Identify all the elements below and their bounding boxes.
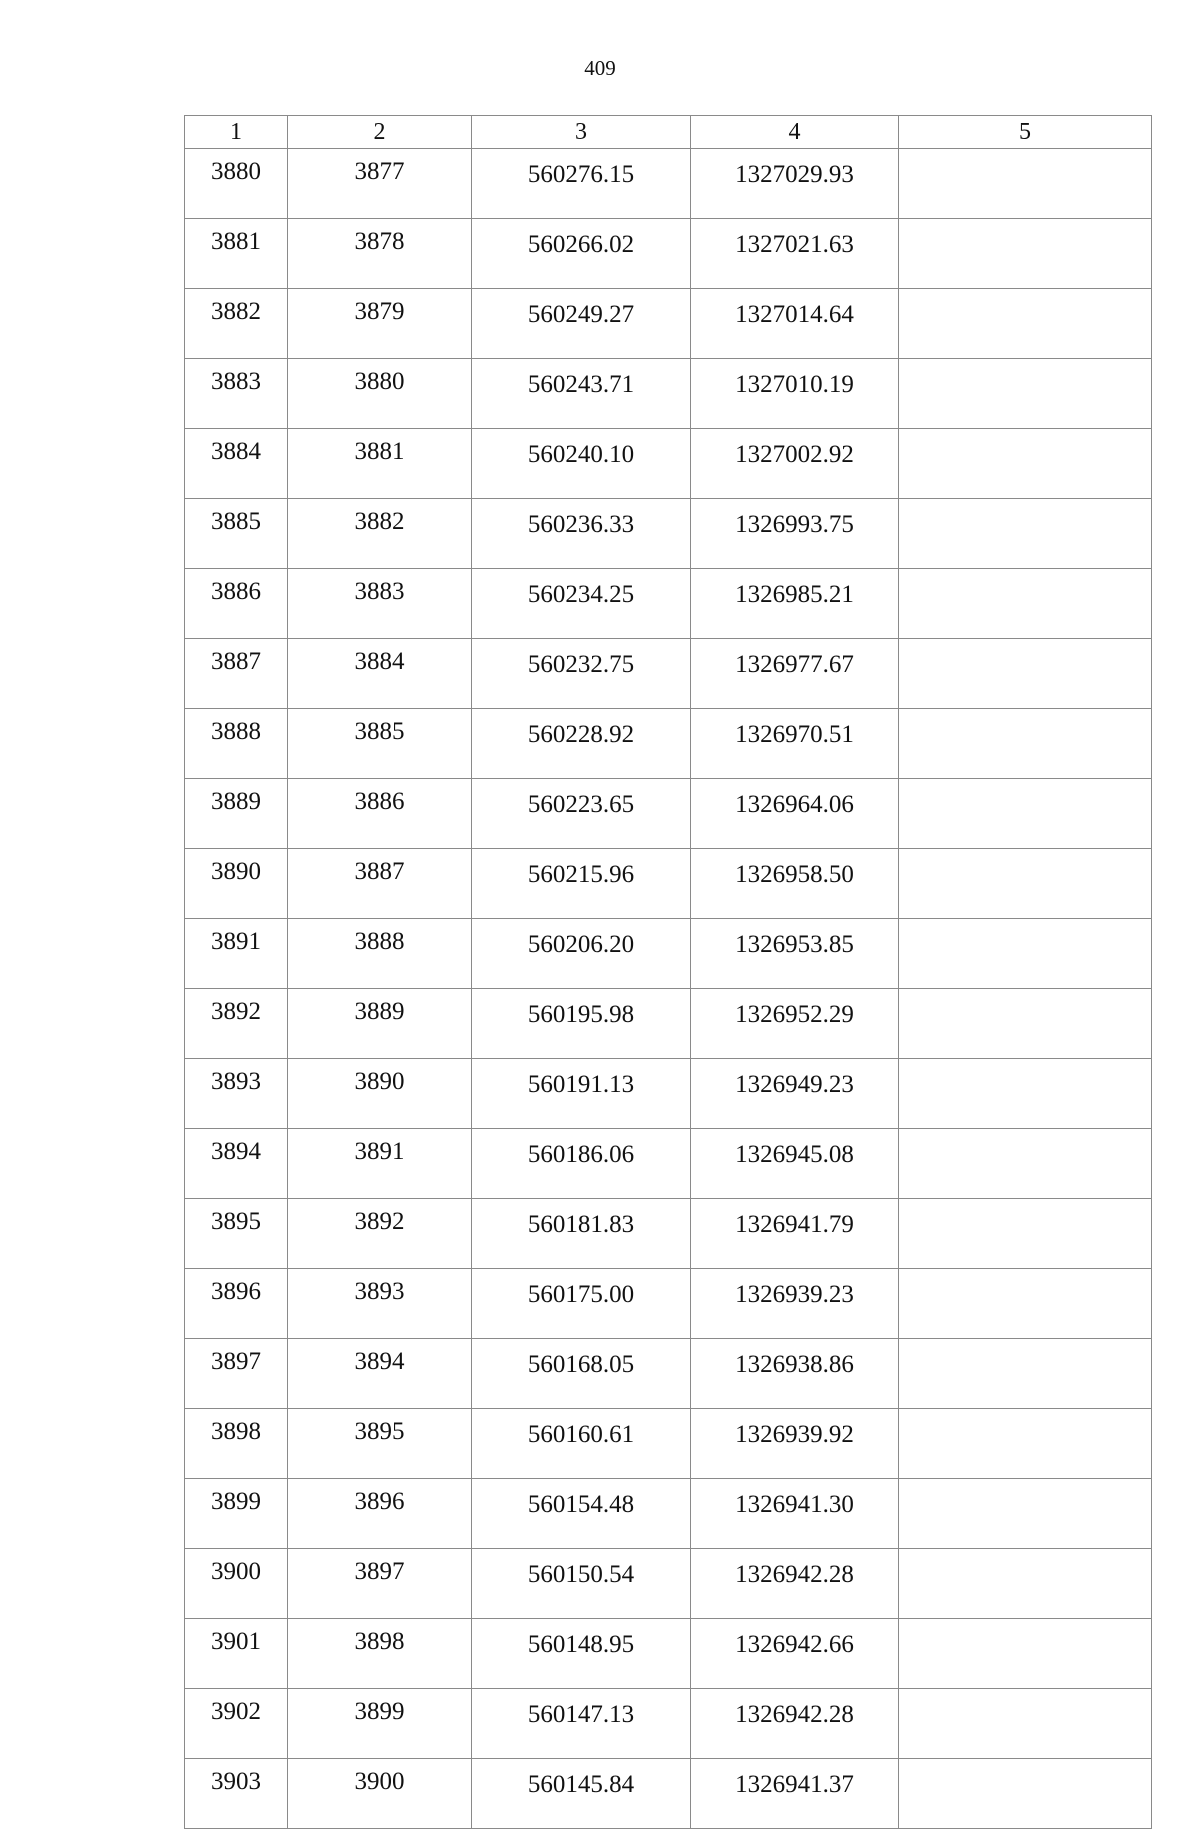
note-cell [899, 289, 1152, 359]
y-coordinate-cell: 1326939.92 [691, 1409, 899, 1479]
y-coordinate-cell: 1327010.19 [691, 359, 899, 429]
table-row [185, 1549, 1152, 1619]
prev-point-cell: 3885 [288, 709, 472, 779]
x-coordinate-cell: 560145.84 [472, 1759, 691, 1829]
prev-point-cell: 3896 [288, 1479, 472, 1549]
x-coordinate-cell: 560240.10 [472, 429, 691, 499]
x-coordinate-cell: 560154.48 [472, 1479, 691, 1549]
table-row [185, 359, 1152, 429]
prev-point-cell: 3882 [288, 499, 472, 569]
column-header: 1 [185, 116, 288, 149]
note-cell [899, 1479, 1152, 1549]
prev-point-cell: 3898 [288, 1619, 472, 1689]
note-cell [899, 1549, 1152, 1619]
y-coordinate-cell: 1326953.85 [691, 919, 899, 989]
point-number-cell: 3885 [185, 499, 288, 569]
prev-point-cell: 3880 [288, 359, 472, 429]
x-coordinate-cell: 560276.15 [472, 149, 691, 219]
table-row [185, 1339, 1152, 1409]
point-number-cell: 3899 [185, 1479, 288, 1549]
x-coordinate-cell: 560168.05 [472, 1339, 691, 1409]
point-number-cell: 3895 [185, 1199, 288, 1269]
y-coordinate-cell: 1326942.66 [691, 1619, 899, 1689]
y-coordinate-cell: 1326977.67 [691, 639, 899, 709]
y-coordinate-cell: 1326941.37 [691, 1759, 899, 1829]
x-coordinate-cell: 560228.92 [472, 709, 691, 779]
x-coordinate-cell: 560160.61 [472, 1409, 691, 1479]
note-cell [899, 429, 1152, 499]
prev-point-cell: 3878 [288, 219, 472, 289]
y-coordinate-cell: 1326942.28 [691, 1689, 899, 1759]
prev-point-cell: 3900 [288, 1759, 472, 1829]
prev-point-cell: 3887 [288, 849, 472, 919]
note-cell [899, 639, 1152, 709]
x-coordinate-cell: 560181.83 [472, 1199, 691, 1269]
y-coordinate-cell: 1327021.63 [691, 219, 899, 289]
table-row [185, 919, 1152, 989]
x-coordinate-cell: 560266.02 [472, 219, 691, 289]
y-coordinate-cell: 1326941.79 [691, 1199, 899, 1269]
coordinates-table [184, 115, 1152, 1829]
table-row [185, 569, 1152, 639]
note-cell [899, 1619, 1152, 1689]
point-number-cell: 3897 [185, 1339, 288, 1409]
table-row [185, 149, 1152, 219]
point-number-cell: 3902 [185, 1689, 288, 1759]
x-coordinate-cell: 560175.00 [472, 1269, 691, 1339]
table-row [185, 639, 1152, 709]
note-cell [899, 219, 1152, 289]
prev-point-cell: 3893 [288, 1269, 472, 1339]
point-number-cell: 3880 [185, 149, 288, 219]
y-coordinate-cell: 1326941.30 [691, 1479, 899, 1549]
prev-point-cell: 3881 [288, 429, 472, 499]
point-number-cell: 3882 [185, 289, 288, 359]
note-cell [899, 1199, 1152, 1269]
table-row [185, 1409, 1152, 1479]
table-row [185, 289, 1152, 359]
point-number-cell: 3888 [185, 709, 288, 779]
x-coordinate-cell: 560223.65 [472, 779, 691, 849]
prev-point-cell: 3877 [288, 149, 472, 219]
prev-point-cell: 3899 [288, 1689, 472, 1759]
prev-point-cell: 3889 [288, 989, 472, 1059]
point-number-cell: 3900 [185, 1549, 288, 1619]
y-coordinate-cell: 1326985.21 [691, 569, 899, 639]
prev-point-cell: 3892 [288, 1199, 472, 1269]
prev-point-cell: 3894 [288, 1339, 472, 1409]
table-row [185, 779, 1152, 849]
table-row [185, 1689, 1152, 1759]
prev-point-cell: 3891 [288, 1129, 472, 1199]
column-header: 3 [472, 116, 691, 149]
point-number-cell: 3901 [185, 1619, 288, 1689]
x-coordinate-cell: 560195.98 [472, 989, 691, 1059]
table-row [185, 1199, 1152, 1269]
table-row [185, 1059, 1152, 1129]
note-cell [899, 1129, 1152, 1199]
table-header-row [185, 116, 1152, 149]
point-number-cell: 3886 [185, 569, 288, 639]
table-row [185, 1269, 1152, 1339]
x-coordinate-cell: 560191.13 [472, 1059, 691, 1129]
y-coordinate-cell: 1326939.23 [691, 1269, 899, 1339]
column-header: 2 [288, 116, 472, 149]
note-cell [899, 1269, 1152, 1339]
note-cell [899, 1759, 1152, 1829]
x-coordinate-cell: 560215.96 [472, 849, 691, 919]
y-coordinate-cell: 1326949.23 [691, 1059, 899, 1129]
y-coordinate-cell: 1326938.86 [691, 1339, 899, 1409]
x-coordinate-cell: 560148.95 [472, 1619, 691, 1689]
prev-point-cell: 3888 [288, 919, 472, 989]
prev-point-cell: 3890 [288, 1059, 472, 1129]
page-number: 409 [584, 56, 616, 80]
y-coordinate-cell: 1326952.29 [691, 989, 899, 1059]
point-number-cell: 3887 [185, 639, 288, 709]
prev-point-cell: 3895 [288, 1409, 472, 1479]
point-number-cell: 3889 [185, 779, 288, 849]
note-cell [899, 499, 1152, 569]
y-coordinate-cell: 1326942.28 [691, 1549, 899, 1619]
table-row [185, 219, 1152, 289]
table-row [185, 1619, 1152, 1689]
x-coordinate-cell: 560249.27 [472, 289, 691, 359]
table-row [185, 709, 1152, 779]
table-row [185, 499, 1152, 569]
note-cell [899, 779, 1152, 849]
table-row [185, 1129, 1152, 1199]
y-coordinate-cell: 1326958.50 [691, 849, 899, 919]
point-number-cell: 3881 [185, 219, 288, 289]
y-coordinate-cell: 1327002.92 [691, 429, 899, 499]
point-number-cell: 3903 [185, 1759, 288, 1829]
y-coordinate-cell: 1327014.64 [691, 289, 899, 359]
table-row [185, 429, 1152, 499]
column-header: 4 [691, 116, 899, 149]
note-cell [899, 919, 1152, 989]
column-header: 5 [899, 116, 1152, 149]
point-number-cell: 3884 [185, 429, 288, 499]
point-number-cell: 3898 [185, 1409, 288, 1479]
prev-point-cell: 3879 [288, 289, 472, 359]
note-cell [899, 359, 1152, 429]
note-cell [899, 569, 1152, 639]
point-number-cell: 3894 [185, 1129, 288, 1199]
note-cell [899, 1059, 1152, 1129]
note-cell [899, 1339, 1152, 1409]
prev-point-cell: 3883 [288, 569, 472, 639]
point-number-cell: 3896 [185, 1269, 288, 1339]
x-coordinate-cell: 560234.25 [472, 569, 691, 639]
y-coordinate-cell: 1327029.93 [691, 149, 899, 219]
x-coordinate-cell: 560147.13 [472, 1689, 691, 1759]
note-cell [899, 149, 1152, 219]
x-coordinate-cell: 560206.20 [472, 919, 691, 989]
x-coordinate-cell: 560236.33 [472, 499, 691, 569]
prev-point-cell: 3886 [288, 779, 472, 849]
y-coordinate-cell: 1326964.06 [691, 779, 899, 849]
point-number-cell: 3892 [185, 989, 288, 1059]
point-number-cell: 3893 [185, 1059, 288, 1129]
x-coordinate-cell: 560150.54 [472, 1549, 691, 1619]
y-coordinate-cell: 1326970.51 [691, 709, 899, 779]
point-number-cell: 3883 [185, 359, 288, 429]
note-cell [899, 709, 1152, 779]
point-number-cell: 3890 [185, 849, 288, 919]
point-number-cell: 3891 [185, 919, 288, 989]
table-row [185, 1479, 1152, 1549]
x-coordinate-cell: 560232.75 [472, 639, 691, 709]
note-cell [899, 849, 1152, 919]
prev-point-cell: 3884 [288, 639, 472, 709]
x-coordinate-cell: 560243.71 [472, 359, 691, 429]
y-coordinate-cell: 1326945.08 [691, 1129, 899, 1199]
note-cell [899, 989, 1152, 1059]
x-coordinate-cell: 560186.06 [472, 1129, 691, 1199]
table-row [185, 989, 1152, 1059]
table-row [185, 1759, 1152, 1829]
note-cell [899, 1409, 1152, 1479]
note-cell [899, 1689, 1152, 1759]
y-coordinate-cell: 1326993.75 [691, 499, 899, 569]
prev-point-cell: 3897 [288, 1549, 472, 1619]
table-row [185, 849, 1152, 919]
